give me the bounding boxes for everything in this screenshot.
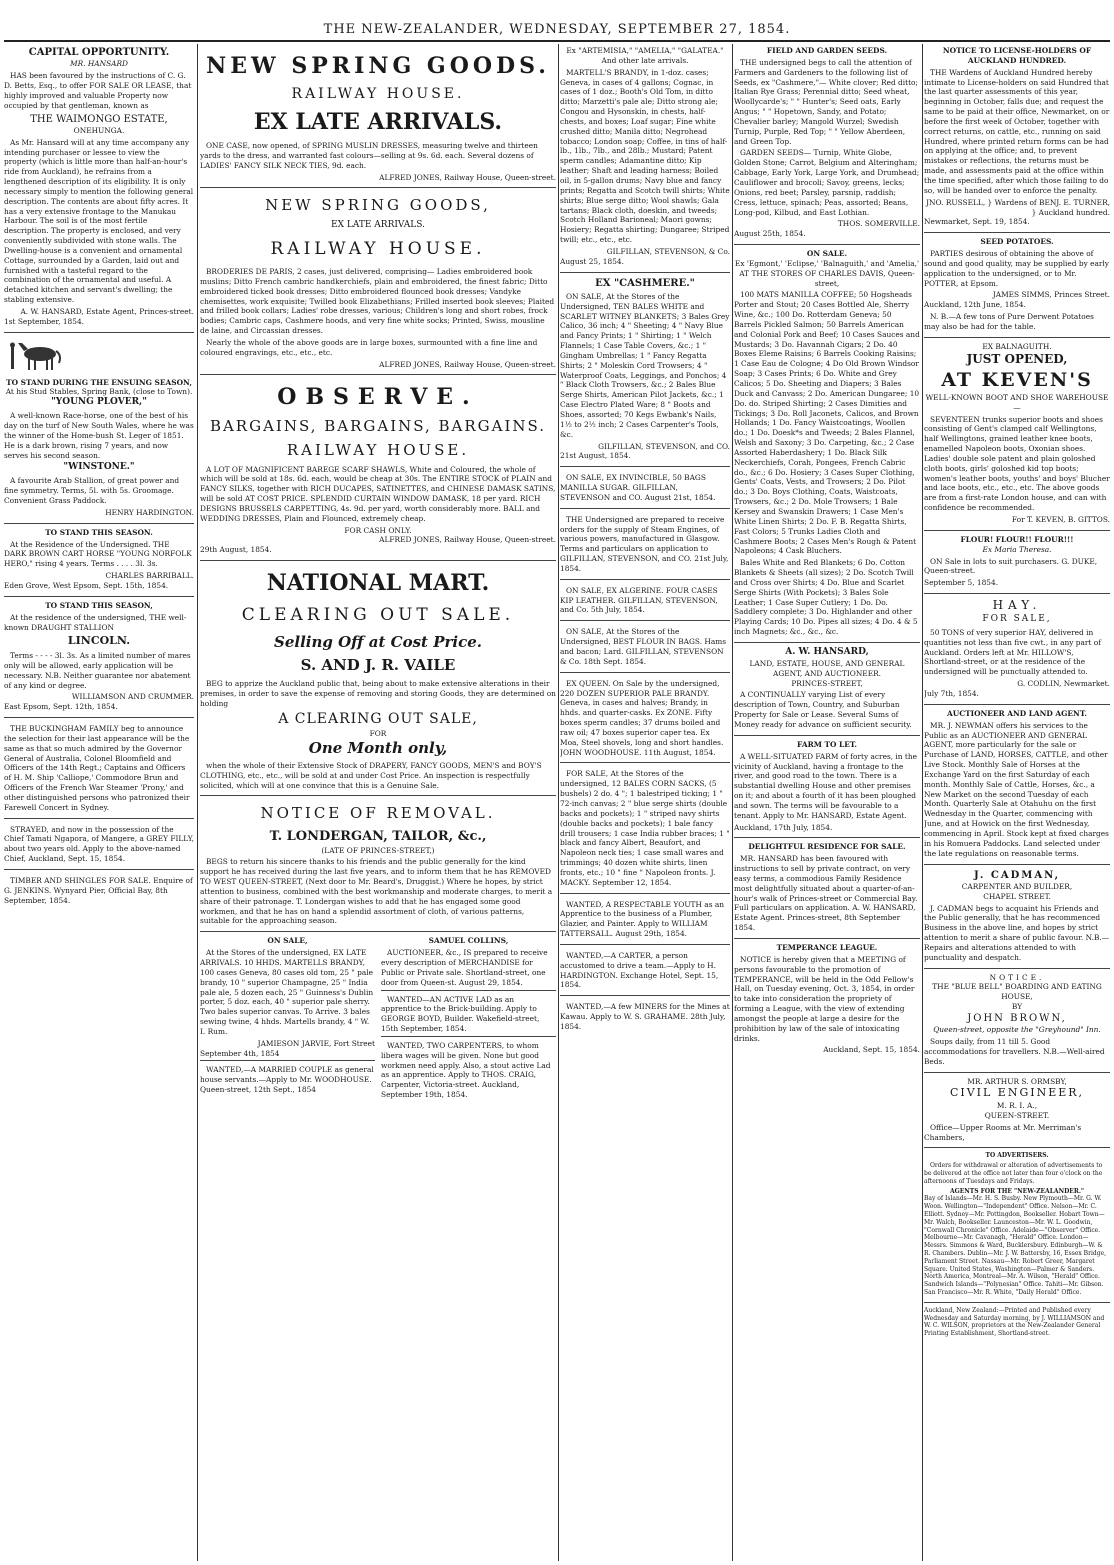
flour-date: September 5, 1854. <box>924 578 999 588</box>
temperance-title: TEMPERANCE LEAGUE. <box>776 943 878 952</box>
hay-for: FOR SALE, <box>982 613 1052 624</box>
nsg-body: ONE CASE, now opened, of SPRING MUSLIN DRESSES, measuring twelve and thirteen yards to the dress, and warranted fast colours—selling at 9s. 6d. each. Several dozens of LADIES' FANCY SILK NECK TIES, 9d. each. <box>200 141 538 170</box>
invincible-notice: ON SALE, EX INVINCIBLE, 50 BAGS MANILLA SUGAR. GILFILLAN, STEVENSON and CO. August 21st, 1854. <box>560 473 716 502</box>
hansard-sub: LAND, ESTATE, HOUSE, AND GENERAL AGENT, AND AUCTIONEER. <box>749 658 905 678</box>
nsg-title: NEW SPRING GOODS. <box>206 53 550 79</box>
onsale-title: ON SALE, <box>267 936 308 946</box>
cashmere-title: EX "CASHMERE." <box>595 277 695 289</box>
notice-sign: JNO. RUSSELL, } Wardens of BENJ. E. TURNER, } Auckland hundred. <box>926 197 1110 217</box>
ormsby-title: MR. ARTHUR S. ORMSBY, <box>967 1076 1067 1086</box>
lincoln-name: LINCOLN. <box>67 634 131 648</box>
strayed-notice: STRAYED, and now in the possession of the Chief Tamati Ngapora, of Mangere, a GREY FILLY, about two years old. Apply to the above-named Chief, Auckland, Sept. 15, 1854. <box>4 824 194 864</box>
winstone-name: "WINSTONE." <box>63 462 135 473</box>
advertisers-title: TO ADVERTISERS. <box>985 1152 1049 1160</box>
cadman-sub: CARPENTER AND BUILDER, <box>961 881 1073 891</box>
bargains-title: BARGAINS, BARGAINS, BARGAINS. <box>209 416 547 435</box>
bluebell-by: BY <box>1011 1002 1023 1012</box>
season-sign: CHARLES BARRIBALL. <box>105 571 194 581</box>
cashmere-date: 21st August, 1854. <box>560 451 631 461</box>
flour-ex: Ex Maria Theresa. <box>982 544 1052 554</box>
youth-notice: WANTED, A RESPECTABLE YOUTH as an Apprentice to the business of a Plumber, Glazier, and Painter. Apply to WILLIAM TATTERSALL. August 29th, 1854. <box>560 899 724 939</box>
agents-title: AGENTS FOR THE "NEW-ZEALANDER." <box>949 1187 1085 1195</box>
engines-notice: THE Undersigned are prepared to receive orders for the supply of Steam Engines, of various powers, manufactured in Glasgow. Terms and particulars on application to GILFILLAN, STEVENSON, and CO. 21st July, 1854. <box>560 514 729 573</box>
masthead: THE NEW-ZEALANDER, WEDNESDAY, SEPTEMBER 27, 1854. <box>323 22 791 37</box>
queen-notice: EX QUEEN. On Sale by the undersigned, 220 DOZEN SUPERIOR PALE BRANDY. Geneva, in cases and halves; Brandy, in hhds. and quarter-casks. Ex ZONE. Fifty boxes sperm candles; 37 drums boiled and raw oil; 47 boxes superior caper tea. Ex Moa, Steel shovels, long and short handles. JOHN WOODHOUSE. 11th August, 1854. <box>560 678 724 757</box>
notice-date: Newmarket, Sept. 19, 1854. <box>924 217 1030 227</box>
onsale-jarvie <box>200 936 375 1102</box>
justopened-line: JUST OPENED, <box>966 351 1068 366</box>
hay-sign: G. CODLIN, Newmarket. <box>1017 679 1110 689</box>
removal-title: NOTICE OF REMOVAL. <box>260 804 496 823</box>
season-date: Eden Grove, West Epsom, Sept. 15th, 1854. <box>4 580 169 590</box>
onemonth-line: One Month only, <box>308 738 448 757</box>
potatoes-date: Auckland, 12th June, 1854. <box>924 300 1026 310</box>
collins-title: SAMUEL COLLINS, <box>428 936 509 946</box>
hansard-st: PRINCES-STREET, <box>791 678 863 688</box>
potatoes-body: PARTIES desirous of obtaining the above of sound and good quality, may be supplied by early application to the undersigned, or to Mr. POTTER, at Epsom. <box>924 249 1109 288</box>
flour-title: FLOUR! FLOUR!! FLOUR!!! <box>960 534 1074 544</box>
seeds-title: FIELD AND GARDEN SEEDS. <box>766 46 888 55</box>
kevens-sub: WELL-KNOWN BOOT AND SHOE WAREHOUSE— <box>925 392 1109 412</box>
ormsby-mria: M. R. I. A., <box>996 1101 1038 1111</box>
column-4 <box>734 46 920 1561</box>
lincoln-body: Terms - - - - 3l. 3s. As a limited number of mares only will be allowed, early application will be necessary. N.B. Neither guarantee nor abatement of any kind or degree. <box>4 650 191 690</box>
column-divider <box>732 44 733 1561</box>
nsg2-sign: ALFRED JONES, Railway House, Queen-street. <box>379 359 556 369</box>
hay-title: HAY. <box>992 598 1042 613</box>
martell-list: MARTELL'S BRANDY, in 1-doz. cases; Geneva, in cases of 4 gallons; Cognac, in cases of 1 doz.; Booth's Old Tom, in ditto ditto; Marzetti's pale ale; Ditto strong ale; Congou and Hysonskin, in chests, half-chests, and boxes; Loaf sugar; Fine white crushed ditto; Manila ditto; Negrohead tobacco; London soap; Coffee, in tins of half-lb., 1lb., 7lb., and 28lb.; Mustard; Patent sperm candles; Adamantine ditto; Kip leather; Shaft and leading harness; Boiled oil, in 5-gallon drums; Navy blue and fancy prints; Regatta and Scotch twill shirts; White shirts; Blue serge ditto; Wool shawls; Gala tartans; Black cloth, doeskin, and tweeds; Scotch Holland Barioneal; Maori gowns; Hosiery; Regatta shirting; Dungaree; Striped twill; etc., etc., etc. <box>560 67 730 245</box>
londergan-body: BEGS to return his sincere thanks to his friends and the public generally for the kind support he has received during the last five years, and to inform them that he has REMOVED TO WEST QUEEN-STREET, (Next door to Mr. Beard's, Druggist.) Where he hopes, by strict attention to business, combined with the best workmanship and moderate charges, to merit a share of their patronage. T. Londergan wishes to add that he has engaged some good workmen, and that he has on hand a splendid assortment of cloth, of various patterns, suitable for the approaching season. <box>200 857 553 926</box>
stud-sign: HENRY HARDINGTON. <box>105 507 194 517</box>
mart-title: NATIONAL MART. <box>266 570 490 597</box>
hay-body: 50 TONS of very superior HAY, delivered in quantities not less than five cwt., in any part of Auckland. Orders left at Mr. HILLOW'S, Shortland-street, or at the residence of the undersigned will be punctually attended to. <box>924 627 1101 677</box>
bluebell-title: NOTICE. <box>989 972 1045 982</box>
capital-by: MR. HANSARD <box>70 59 128 69</box>
bluebell-soup: Soups daily, from 11 till 5. Good accommodations for travellers. N.B.—Well-aired Beds. <box>924 1037 1105 1066</box>
selling-line: Selling Off at Cost Price. <box>274 633 482 652</box>
londergan-name: T. LONDERGAN, TAILOR, &c., <box>269 829 487 845</box>
potatoes-title: SEED POTATOES. <box>980 237 1054 247</box>
capital-lead: HAS been favoured by the instructions of C. G. D. Betts, Esq., to offer FOR SALE OR LEASE, that highly improved and valuable Property now occupied by that gentleman, known as <box>4 71 192 110</box>
nsg2-note: Nearly the whole of the above goods are in large boxes, surmounted with a fine line and coloured engravings, etc., etc., etc. <box>200 337 538 357</box>
capital-title: CAPITAL OPPORTUNITY. <box>28 47 170 58</box>
cadman-title: J. CADMAN, <box>973 869 1061 881</box>
season2-title: TO STAND THIS SEASON, <box>45 600 153 610</box>
capital-body: As Mr. Hansard will at any time accompany any intending purchaser or lessee to view the property (which is little more than half-an-hour's ride from Auckland), he refrains from a lengthened description of its eligibility. It is only necessary simply to mention the following general description. The contents are about fifty acres. It has a very extensive frontage to the Manukau Harbour. The soil is of the most fertile description. The property is enclosed, and very conveniently subdivided with stone walls. The Dwelling-house is a convenient and ornamental Cottage, surrounded by a Garden, laid out and furnished with a tasteful regard to the combination of the ornamental and useful. A detached kitchen and servant's dwelling; the stabling extensive. <box>4 137 194 305</box>
cadman-st: CHAPEL STREET. <box>983 891 1051 901</box>
column-2 <box>200 46 556 1561</box>
lincoln-sign: WILLIAMSON AND CRUMMER. <box>71 692 194 702</box>
column-divider <box>197 44 198 1561</box>
obs-rh: RAILWAY HOUSE. <box>286 440 470 459</box>
hay-date: July 7th, 1854. <box>924 689 979 699</box>
auctioneer-body: MR. J. NEWMAN offers his services to the Public as an AUCTIONEER AND GENERAL AGENT, more particularly for the sale or Purchase of LAND, HORSES, CATTLE, and other Live Stock. Monthly Sale of Horses at the Exchange Yard on the first Saturday of each month. Monthly Sale of Cattle, Horses, &c., a New Market on the second Tuesday of each Month. Quarterly Sale at Otahuhu on the first Wednesday in the Quarter, commencing with June, and at Howick on the first Wednesday, commencing in April. Stock kept at fixed charges in his Romuera Paddocks. Land selected under the late regulations on reasonable terms. <box>924 720 1109 858</box>
cashmere-sign: GILFILLAN, STEVENSON, and CO. <box>598 441 730 451</box>
obs-sign: ALFRED JONES, Railway House, Queen-street. <box>379 535 556 545</box>
obs-body: A LOT OF MAGNIFICENT BAREGE SCARF SHAWLS, White and Coloured, the whole of which will be sold at 18s. 6d. each, would be cheap at 30s. The ENTIRE STOCK of PLAIN and FANCY SILKS, together with RICH DUCAPES, SATINETTES, and CHINESE DAMASK SATINS, will be sold AT COST PRICE. SPLENDID CURTAIN WINDOW DAMASK, 18 per yard. RICH DESIGNS BRUSSELS CARPETTING, 4s. 9d. per yard, worth considerably more. BALL and WEDDING DRESSES, Plain and Flounced, extremely cheap. <box>200 464 556 523</box>
notice-body: THE Wardens of Auckland Hundred hereby intimate to License-holders on said Hundred that the last quarter assessments of this year, beginning in October, falls due; and request the same to be paid at their office, Newmarket, on or before the first week of October, together with correct returns, on cattle, etc., running on said Hundred, where printed return forms can be had on applying at the office; and, to prevent mistakes or reflections, the returns must be made, and assessments paid at the office within the time specified, after which those failing to do so, will be handed over to enforce the penalty. <box>924 67 1110 195</box>
nsg2-rh: RAILWAY HOUSE. <box>270 239 486 260</box>
bluebell-name: JOHN BROWN, <box>967 1012 1067 1024</box>
obs-cash: FOR CASH ONLY. <box>344 525 412 535</box>
column-3 <box>560 46 730 1561</box>
lincoln-date: East Epsom, Sept. 12th, 1854. <box>4 702 118 712</box>
estate-place: ONEHUNGA. <box>73 125 125 135</box>
nsg2-body: BRODERIES DE PARIS, 2 cases, just delivered, comprising— Ladies embroidered book muslins; Ditto French cambric handkerchiefs, plain and embroidered, the finest fabric; Ditto embroidered ticked book dresses; Ditto embroidered flounced book dresses; Vandyke chemisettes, work exquisite; Twilled book Elizabethians; Frilled inserted book sleeves; Plaited and frilled book collars; Ladies' robe dresses, various; Children's long and short robes, frock bodies; Cambric caps, Cashmere hoods, and very fine white socks; Printed, Swiss, mousline de laine, and Circassian dresses. <box>200 267 555 336</box>
bluebell-body: THE "BLUE BELL" BOARDING AND EATING HOUSE, <box>932 982 1102 1002</box>
season-body: At the Residence of the Undersigned. THE DARK BROWN CART HORSE "YOUNG NORFOLK HERO," rising 4 years. Terms . . . . 3l. 3s. <box>4 539 192 569</box>
seeds-date: August 25th, 1854. <box>734 229 806 239</box>
stud-place: At his Stud Stables, Spring Bank, (close to Town). <box>5 387 193 397</box>
clearing-title: CLEARING OUT SALE. <box>241 605 515 626</box>
kevens-sign: For T. KEVEN, B. GITTOS. <box>1011 514 1110 524</box>
miners-notice: WANTED,—A few MINERS for the Mines at Kawau. Apply to W. S. GRAHAME. 28th July, 1854. <box>560 1002 730 1032</box>
nsg2-ex: EX LATE ARRIVALS. <box>331 220 425 231</box>
farm-date: Auckland, 17th July, 1854. <box>734 822 833 832</box>
wanted-lad: WANTED—AN ACTIVE LAD as an apprentice to the Brick-building. Apply to GEORGE BOYD, Builder. Wakefield-street, 15th September, 1854. <box>381 990 556 1034</box>
flour-body: ON Sale in lots to suit purchasers. G. DUKE, Queen-street. <box>924 556 1098 576</box>
masthead-rule <box>4 40 1110 42</box>
cadman-body: J. CADMAN begs to acquaint his Friends and the Public generally, that he has recommenced Business in the above line, and hopes by strict attention to merit a share of public favour. N.B.—Repairs and alterations attended to with punctuality and despatch. <box>924 903 1110 962</box>
plover-name: "YOUNG PLOVER," <box>51 397 147 408</box>
for-word: FOR <box>369 729 387 739</box>
capital-date: 1st September, 1854. <box>4 316 85 326</box>
ormsby-st: QUEEN-STREET. <box>984 1110 1050 1120</box>
residence-body: MR. HANSARD has been favoured with instructions to sell by private contract, on very easy terms, a commodious Family Residence most delightfully situated about a quarter-of-an-hour's walk of Princes-street or Commercial Bay. Full particulars on application. A. W. HANSARD, Estate Agent. Princes-street, 8th September 1854. <box>734 854 918 933</box>
onsale-date: September 4th, 1854 <box>200 1048 280 1058</box>
artemisia-header: Ex "ARTEMISIA," "AMELIA," "GALATEA." And other late arrivals. <box>566 46 724 65</box>
potatoes-nb: N. B.—A few tons of Pure Derwent Potatoes may also be had for the table. <box>924 312 1094 331</box>
martell-sign: GILFILLAN, STEVENSON, & Co. <box>606 246 730 256</box>
davis-body: 100 MATS MANILLA COFFEE; 50 Hogsheads Porter and Stout; 20 Cases Bottled Ale, Sherry Wine, &c.; 100 Do. Rotterdam Geneva; 50 Barrels Pickled Salmon; 50 Barrels American and Colonial Pork and Beef; 10 Cases Sauces and Mustards; 3 Do. Havannah Cigars; 2 Do. 40 Boxes Eleme Raisins; 6 Barrels Cooking Raisins; 1 Case Eau de Cologne; 4 Do Old Brown Windsor Soap; 3 Cases Prints; 6 Do. White and Grey Calicos; 5 Do. Sheeting and Diapers; 3 Bales Duck and Canvass; 2 Do. American Dungaree; 10 Do. do. Striped Shirting; 2 Cases Dimities and Tickings; 3 Do. Roll Jaconets, Calicos, and Brown Hollands; 1 Do. Fancy Waistcoatings, Woollen do.; 1 Do. Doesk*s and Tweeds; 2 Bales Flannel, Welsh and Saxony; 3 Do. Carpeting, &c.; 2 Case Assorted Haberdashery; 1 Do. Black Silk Neckerchiefs, Corah, Pongees, French Cabric do., &c.; 6 Do. Hosiery; 3 Cases Super Clothing, Gents' Coats, Vests, and Trowsers; 2 Do. Pilot do.; 3 Do. Boys Clothing, Coats, Waistcoats, Trowsers, &c.; 2 Do. Mole Trowsers; 1 Bale Kersey and Swanskin Drawers; 1 Case Men's White Linen Shirts; 2 Do. F. B. Regatta Shirts, Fast Colors; 5 Trunks Ladies Cloth and Cashmere Boots; 2 Cases Men's Rough & Patent Napoleons; 4 Cask Bluchers. <box>734 290 920 556</box>
seeds-garden: GARDEN SEEDS— Turnip, White Globe, Golden Stone; Carrot, Belgium and Alteringham; Cabbage, Early York, Large York, and Drumhead; Cauliflower and brocoli; Savoy, greens, lecks; Onions, red beet; Parsley, parsnip, raddish; Cress, lettuce, spinach; Peas, assorted; Beans, Long-pod, Kilbud, and East Lothian. <box>734 148 920 217</box>
vaile-body2: when the whole of their Extensive Stock of DRAPERY, FANCY GOODS, MEN'S and BOY'S CLOTHING, etc., etc., will be sold at and under Cost Price. An inspection is respectfully solicited, which will at one convince that this is a Genuine Sale. <box>200 760 542 790</box>
agents-body: Bay of Islands—Mr. H. S. Busby. New Plymouth—Mr. G. W. Woon. Wellington—"Independent" Office. Nelson—Mr. C. Elliott. Sydney—Mr. Pottingdon, Bookseller. Hobart Town—Mr. Walch, Bookseller. Launceston—Mr. W. L. Goodwin, "Cornwall Chronicle" Office. Adelaide—"Observer" Office. Melbourne—Mr. Cavanagh, "Herald" Office. London—Messrs. Simmons & Ward, Bucklersbury. Edinburgh—W. & R. Chambers. Dublin—Mr. J. W. Battersby, 16, Essex Bridge, Parliament Street. Nassau—Mr. Robert Greer, Margaret Square. United States, Washington—Palmer & Sanders. North America, Montreal—Mr. A. Wilson, "Herald" Office. Sandwich Islands—"Polynesian" Office. Tahiti—Mr. Gibson. San Francisco—Mr. R. White, "Daily Herald" Office. <box>924 1195 1106 1296</box>
horse-illustration <box>4 339 64 373</box>
algerine-notice: ON SALE, EX ALGERINE. FOUR CASES KIP LEATHER. GILFILLAN, STEVENSON, and Co. 5th July, 1854. <box>560 585 718 615</box>
auctioneer-title: AUCTIONEER AND LAND AGENT. <box>947 708 1087 718</box>
kevens-title: AT KEVEN'S <box>941 368 1093 391</box>
farm-body: A WELL-SITUATED FARM of forty acres, in the vicinity of Auckland, having a frontage to the river, and good road to the town. There is a substantial dwelling House and other premises on it; and about a fourth of it has been ploughed and sown. The terms will be favourable to a tenant. Apply to Mr. HANSARD, Estate Agent. <box>734 751 918 820</box>
cashmere-body: ON SALE, At the Stores of the Undersigned, TEN BALES WHITE and SCARLET WITNEY BLANKETS; 3 Bales Grey Calico, 36 inch; 4 " Sheeting; 4 " Navy Blue and Fancy Prints; 1 " Shirting; 1 " Welch Flannels; 1 Case Table Covers, &c.; 1 " Gingham Umbrellas; 1 " Fancy Regatta Shirts; 2 " Moleskin Cord Trowsers; 4 " Waterproof Coats, Leggings, and Ponchos; 4 " Black Cloth Trowsers, &c.; 2 Bales Blue Serge Shirts, American Pilot Jackets, &c.; 1 Case Electro Plated Ware; 8 " Boots and Shoes, assorted; 70 Kegs Ewbank's Nails, 1½ to 2½ inch; 2 Cases Carpenter's Tools, &c. <box>560 291 730 439</box>
sacks-notice: FOR SALE, At the Stores of the undersigned, 12 BALES CORN SACKS, (5 bushels) 2 do. 4 "; 1 balestriped ticking; 1 " 72-inch canvas; 2 " blue serge shirts (double backs and pockets); 1 " striped navy shirts (double backs and pockets); 1 bale fancy drill trousers; 1 case India rubber braces; 1 " black and fancy Albert, Beaufort, and Napoleon neck ties; 1 case small wares and trimmings; 40 dozen white shirts, linen fronts, etc.; 10 " fine " Napoleon fronts. J. MACKY. September 12, 1854. <box>560 769 730 887</box>
kevens-body: SEVENTEEN trunks superior boots and shoes consisting of Gent's clamped calf Wellingtons, half Wellingtons, grained leather knee boots, enamelled Napoleon boots, Oxonian shoes. Ladies' double sole patent and plain goloshed cloth boots, girls' goloshed kid top boots; women's leather boots, youths' and boys' Blucher and lace boots, etc., etc., etc. The above goods are from a first-rate London house, and can with confidence be recommended. <box>924 414 1110 513</box>
estate-name: THE WAIMONGO ESTATE, <box>30 113 168 125</box>
martell-date: August 25, 1854. <box>560 256 624 266</box>
column-divider <box>922 44 923 1561</box>
imprint: Auckland, New Zealand:—Printed and Published every Wednesday and Saturday morning, by J. WILLIAMSON and W. C. WILSON, proprietors at the New-Zealander General Printing Establishment, Shortland-street. <box>924 1302 1110 1338</box>
collins-block <box>381 936 556 1102</box>
davis-body2: Bales White and Red Blankets; 6 Do. Cotton Blankets & Sheets (all sizes); 2 Do. Scotch Twill and Cross over Shirts; 4 Do. Blue and Scarlet Serge Shirts (With Pockets); 3 Bales Sole Leather; 1 Case Super Cutlery; 1 Do. Do. Saddlery complete; 3 Do. Highlander and other Playing Cards; 10 Do. Pipes all sizes; 4 Do. 4 & 5 inch Magnets; &c., &c., &c. <box>734 558 918 637</box>
balnaguith-line: EX BALNAGUITH. <box>982 341 1052 351</box>
column-1 <box>4 46 194 1561</box>
advertisers-body: Orders for withdrawal or alteration of advertisements to be delivered at the office not later than four o'clock on the afternoons of Tuesdays and Fridays. <box>924 1162 1103 1185</box>
seeds-body: THE undersigned begs to call the attention of Farmers and Gardeners to the following list of Seeds, ex "Cashmere,"— White clover; Red ditto; Italian Rye Grass; Perennial ditto; Seed wheat, Woollycarde's; " " Hunter's; Seed oats, Early Angus; " " Hopetown, Sandy, and Potato; Chevalier barley; Mangold Wurzel; Swedish Turnip, Purple, Red Top; " " Yellow Aberdeen, and Green Top. <box>734 57 918 146</box>
wanted-carpenters: WANTED, TWO CARPENTERS, to whom libera wages will be given. None but good workmen need apply. Also, a stout active Lad as an apprentice. Apply to THOS. CRAIG, Carpenter, Victoria-street. Auckland, September 19th, 1854. <box>381 1036 556 1100</box>
hansard-body: A CONTINUALLY varying List of every description of Town, Country, and Suburban Property for Sale or Lease. Several Sums of Money ready for advance on sufficient security. <box>734 690 912 729</box>
temperance-date: Auckland, Sept. 15, 1854. <box>823 1045 920 1055</box>
season-title: TO STAND THIS SEASON. <box>45 527 153 537</box>
potatoes-sign: JAMES SIMMS, Princes Street. <box>992 290 1110 300</box>
vaile-body: BEG to apprize the Auckland public that, being about to make extensive alterations in their premises, in order to save the expense of removing and storing Goods, they are determined on holding <box>200 678 556 708</box>
flour-notice: ON SALE, At the Stores of the Undersigned, BEST FLOUR IN BAGS. Hams and bacon; Lard. GILFILLAN, STEVENSON & Co. 18th Sept. 1854. <box>560 627 727 666</box>
vaile-name: S. AND J. R. VAILE <box>300 655 456 674</box>
onsale-body: At the Stores of the undersigned, EX LATE ARRIVALS. 10 HHDS. MARTELLS BRANDY, 100 cases Geneva, 80 cases old tom, 25 " pale brandy, 10 " superior Champagne, 25 " India pale ale, 5 dozen each, 25 " Guinness's Dublin porter, 5 doz. each, 40 " superior pale sherry. Two bales superior canvas. To Arrive. 3 bales sewing twine, 4 hhds. Martells brandy, 4 " W. I. Rum. <box>200 948 374 1036</box>
capital-sign: A. W. HANSARD, Estate Agent, Princes-street. <box>20 307 194 316</box>
londergan-late: (LATE OF PRINCES-STREET,) <box>321 845 435 855</box>
farm-title: FARM TO LET. <box>797 739 857 749</box>
nsg2-title: NEW SPRING GOODS, <box>265 196 491 215</box>
davis-title: ON SALE. <box>806 249 848 259</box>
hansard-title: A. W. HANSARD, <box>785 646 869 657</box>
bluebell-addr: Queen-street, opposite the "Greyhound" Inn. <box>933 1025 1101 1035</box>
onsale-sign: JAMIESON JARVIE, Fort Street <box>257 1038 375 1048</box>
davis-stores: AT THE STORES OF CHARLES DAVIS, Queen-street, <box>739 268 915 288</box>
observe-title: OBSERVE. <box>277 384 479 411</box>
timber-notice: TIMBER AND SHINGLES FOR SALE. Enquire of G. JENKINS. Wynyard Pier, Official Bay, 8th September, 1854. <box>4 876 193 905</box>
davis-ex: Ex 'Egmont,' 'Eclipse,' 'Balnaguith,' and 'Amelia,' <box>734 258 920 268</box>
nsg-ex: EX LATE ARRIVALS. <box>253 108 503 135</box>
carter-notice: WANTED,—A CARTER, a person accustomed to drive a team.—Apply to H. HARDINGTON. Exchange Hotel, Sept. 15, 1854. <box>560 950 719 990</box>
ormsby-office: Office—Upper Rooms at Mr. Merriman's Chambers, <box>924 1122 1082 1142</box>
nsg-sub: RAILWAY HOUSE. <box>291 86 465 103</box>
stud-title: TO STAND DURING THE ENSUING SEASON, <box>6 377 192 387</box>
ormsby-sub: CIVIL ENGINEER, <box>949 1086 1085 1100</box>
plover-body: A well-known Race-horse, one of the best of his day on the turf of New South Wales, where he was the winner of the Home-bush St. Leger of 1851. He is a dark brown, rising 7 years, and now serves his second season. <box>4 411 194 460</box>
column-divider <box>558 44 559 1561</box>
season2-body: At the residence of the undersigned, THE well-known DRAUGHT STALLION <box>4 612 187 632</box>
nsg-sign: ALFRED JONES, Railway House, Queen-street. <box>379 172 556 182</box>
wanted-couple: WANTED,—A MARRIED COUPLE as general house servants.—Apply to Mr. WOODHOUSE. Queen-street, 12th Sept., 1854 <box>200 1060 375 1095</box>
notice-title: NOTICE TO LICENSE-HOLDERS OF AUCKLAND HUNDRED. <box>942 46 1092 65</box>
residence-title: DELIGHTFUL RESIDENCE FOR SALE. <box>748 842 906 852</box>
obs-date: 29th August, 1854. <box>200 545 272 555</box>
column-5 <box>924 46 1110 1561</box>
temperance-body: NOTICE is hereby given that a MEETING of persons favourable to the promotion of TEMPERANCE, will be held in the Odd Fellow's Hall, on Tuesday evening, Oct. 3, 1854, in order to take into consideration the propriety of forming a League, with the view of extending amongst the people at large a desire for the prohibition by law of the sale of intoxicating drinks. <box>734 954 915 1043</box>
collins-body: AUCTIONEER, &c., IS prepared to receive every description of MERCHANDISE for Public or Private sale. Shortland-street, one door from Queen-st. August 29, 1854. <box>381 948 548 987</box>
winstone-body: A favourite Arab Stallion, of great power and fine symmetry. Terms, 5l. with 5s. Groomage. Convenient Grass Paddock. <box>4 476 180 506</box>
seeds-sign: THOS. SOMERVILLE. <box>837 219 920 229</box>
aclearing-title: A CLEARING OUT SALE, <box>278 711 478 728</box>
buckingham-notice: THE BUCKINGHAM FAMILY beg to announce the selection for their last appearance will be the same as that so much admired by the Governor General of Australia, Colonel Bloomfield and Officers of the 14th Regt.; Captains and Officers of H. M. Ship 'Calliope,' Commodore Brun and Officers of the French War Steamer 'Prony,' and other distinguished persons who patronized their Farewell Concert in Sydney. <box>4 724 190 812</box>
